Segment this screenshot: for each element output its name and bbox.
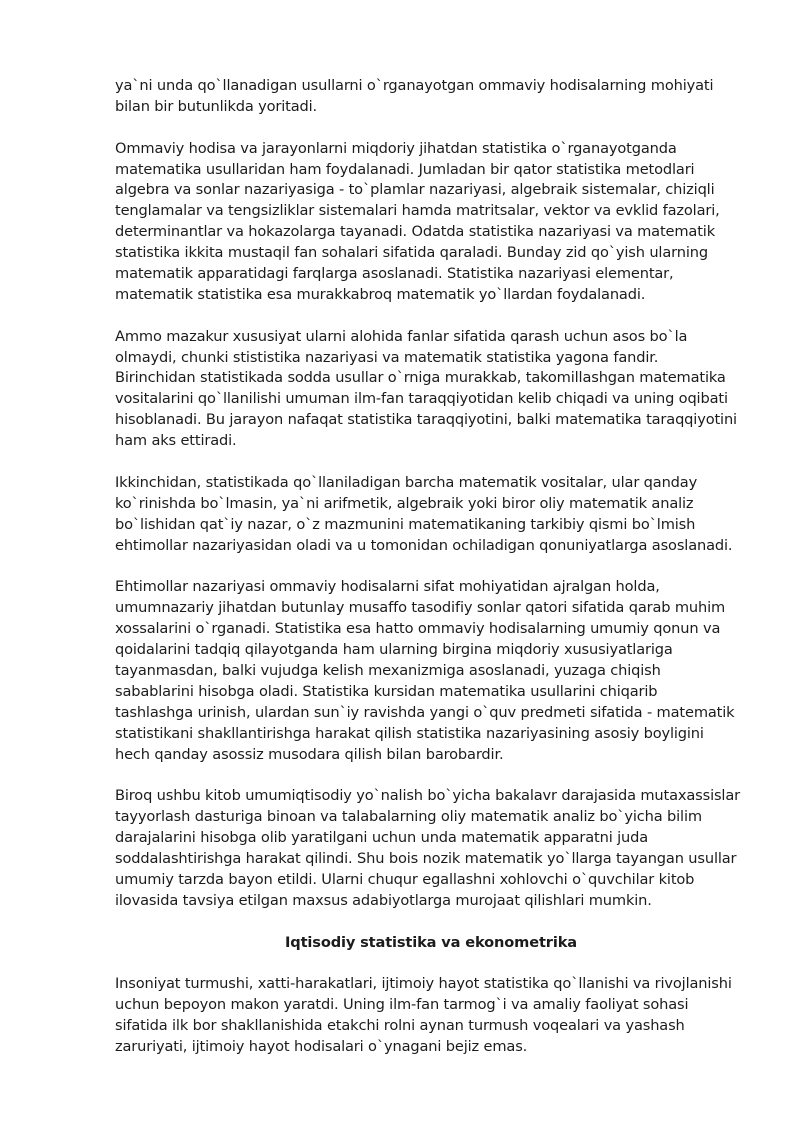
text-line: Ammo mazakur xususiyat ularni alohida fanlar sifatida qarash uchun asos bo`la [115,327,688,345]
text-line: umumnazariy jihatdan butunlay musaffo tasodifiy sonlar qatori sifatida qarab muhim [115,599,726,617]
text-line: ko`rinishda bo`lmasin, ya`ni arifmetik, algebraik yoki biror oliy matematik analiz [115,494,694,512]
text-line: ehtimollar nazariyasidan oladi va u tomonidan ochiladigan qonuniyatlarga asoslanadi. [115,536,733,554]
text-line: sifatida ilk bor shakllanishida etakchi rolni aynan turmush voqealari va yashash [115,1017,685,1035]
text-line: zaruriyati, ijtimoiy hayot hodisalari o`ynagani bejiz emas. [115,1037,528,1055]
text-line: olmaydi, chunki stististika nazariyasi va matematik statistika yagona fandir. [115,348,659,366]
text-line: vositalarini qo`llanilishi umuman ilm-fan taraqqiyotidan kelib chiqadi va uning oqibati [115,390,728,408]
text-line: tayanmasdan, balki vujudga kelish mexanizmiga asoslanadi, yuzaga chiqish [115,661,661,679]
text-line: Ikkinchidan, statistikada qo`llaniladigan barcha matematik vositalar, ular qanday [115,473,698,491]
text-line: Birinchidan statistikada sodda usullar o`rniga murakkab, takomillashgan matematika [115,369,726,387]
paragraph-6 [115,786,747,911]
paragraph-7 [115,974,747,1058]
text-line: matematik statistika esa murakkabroq matematik yo`llardan foydalanadi. [115,285,646,303]
text-line: tashlashga urinish, ulardan sun`iy ravishda yangi o`quv predmeti sifatida - matematik [115,703,735,721]
text-line: ham aks ettiradi. [115,432,237,450]
text-line: ilovasida tavsiya etilgan maxsus adabiyotlarga murojaat qilishlari mumkin. [115,891,652,909]
paragraph-3 [115,327,747,452]
text-line: algebra va sonlar nazariyasiga - to`plamlar nazariyasi, algebraik sistemalar, chiziqli [115,181,715,199]
text-line: xossalarini o`rganadi. Statistika esa hatto ommaviy hodisalarning umumiy qonun va [115,620,721,638]
text-line: qoidalarini tadqiq qilayotganda ham ularning birgina miqdoriy xususiyatlariga [115,641,673,659]
section-heading: Iqtisodiy statistika va ekonometrika [285,933,577,951]
text-line: statistika ikkita mustaqil fan sohalari sifatida qaraladi. Bunday zid qo`yish ularning [115,244,708,262]
text-line: matematika usullaridan ham foydalanadi. Jumladan bir qator statistika metodlari [115,160,695,178]
document-page [115,76,747,1079]
text-line: bilan bir butunlikda yoritadi. [115,97,318,115]
paragraph-1 [115,76,747,118]
paragraph-5 [115,577,747,765]
paragraph-2 [115,139,747,306]
text-line: hech qanday asossiz musodara qilish bilan barobardir. [115,745,504,763]
paragraph-4 [115,473,747,557]
text-line: Ehtimollar nazariyasi ommaviy hodisalarni sifat mohiyatidan ajralgan holda, [115,578,660,596]
text-line: tayyorlash dasturiga binoan va talabalarning oliy matematik analiz bo`yicha bilim [115,808,702,826]
text-line: bo`lishidan qat`iy nazar, o`z mazmunini matematikaning tarkibiy qismi bo`lmish [115,515,696,533]
text-line: Biroq ushbu kitob umumiqtisodiy yo`nalish bo`yicha bakalavr darajasida mutaxassislar [115,787,740,805]
text-line: statistikani shakllantirishga harakat qilish statistika nazariyasining asosiy boyligini [115,724,704,742]
text-line: tenglamalar va tengsizliklar sistemalari hamda matritsalar, vektor va evklid fazolari, [115,202,720,220]
text-line: hisoblanadi. Bu jarayon nafaqat statistika taraqqiyotini, balki matematika taraqqiyotini [115,411,737,429]
text-line: soddalashtirishga harakat qilindi. Shu bois nozik matematik yo`llarga tayangan usullar [115,849,737,867]
text-line: uchun bepoyon makon yaratdi. Uning ilm-fan tarmog`i va amaliy faoliyat sohasi [115,996,689,1014]
text-line: determinantlar va hokazolarga tayanadi. Odatda statistika nazariyasi va matematik [115,223,716,241]
text-line: Ommaviy hodisa va jarayonlarni miqdoriy jihatdan statistika o`rganayotganda [115,139,677,157]
text-line: umumiy tarzda bayon etildi. Ularni chuqur egallashni xohlovchi o`quvchilar kitob [115,870,695,888]
text-line: Insoniyat turmushi, xatti-harakatlari, ijtimoiy hayot statistika qo`llanishi va rivojlanishi [115,975,732,993]
text-line: matematik apparatidagi farqlarga asoslanadi. Statistika nazariyasi elementar, [115,265,674,283]
text-line: ya`ni unda qo`llanadigan usullarni o`rganayotgan ommaviy hodisalarning mohiyati [115,77,714,94]
text-line: sabablarini hisobga oladi. Statistika kursidan matematika usullarini chiqarib [115,682,658,700]
text-line: darajalarini hisobga olib yaratilgani uchun unda matematik apparatni juda [115,829,649,847]
